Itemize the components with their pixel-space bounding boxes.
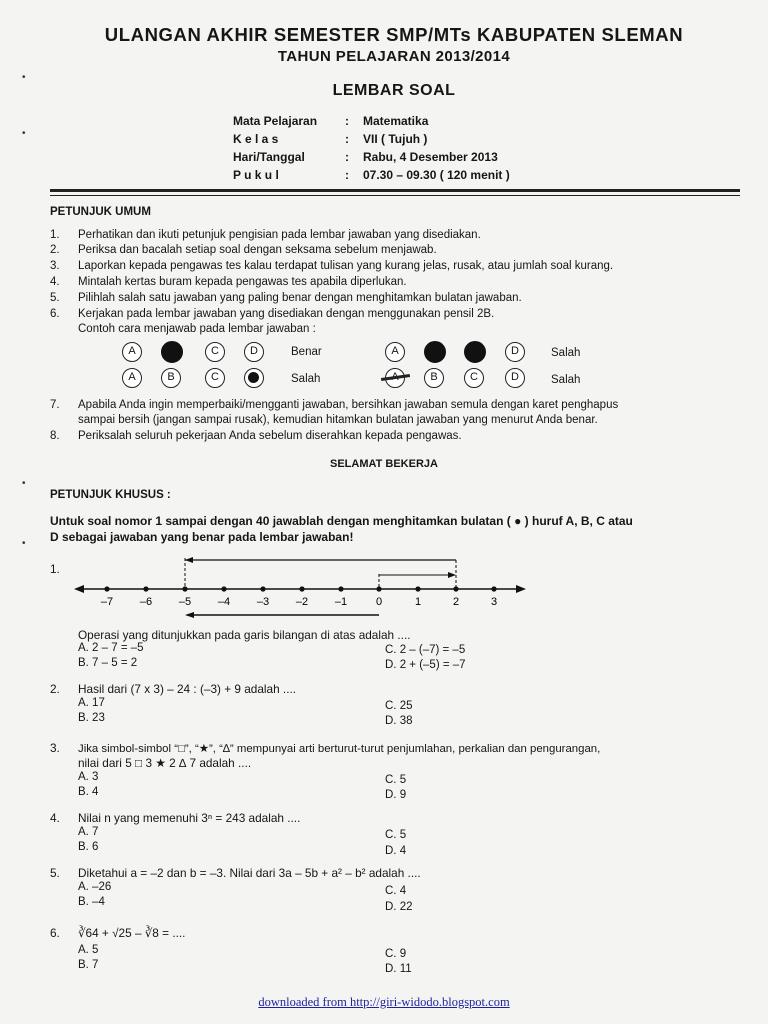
left-arrow-icon [74, 585, 84, 593]
number-line-figure [70, 552, 530, 622]
info-key: P u k u l [233, 168, 279, 182]
question-text: ∛64 + √25 – ∛8 = .... [78, 926, 186, 940]
example-bubble: A [122, 368, 142, 388]
example-bubble: B [161, 368, 181, 388]
option-c: C. 5 [385, 829, 407, 841]
info-row: Hari/Tanggal : Rabu, 4 Desember 2013 [233, 150, 498, 164]
exam-info-table [233, 112, 510, 184]
example-bubble: D [244, 342, 264, 362]
question-text: Diketahui a = –2 dan b = –3. Nilai dari 3a – 5b + a² – b² adalah .... [78, 866, 421, 880]
option-b: B. 6 [78, 841, 99, 853]
option-c: C. 25 [385, 700, 413, 712]
example-bubble: D [505, 368, 525, 388]
example-bubble: A [385, 342, 405, 362]
question-number: 1. [50, 562, 60, 576]
option-a: A. 17 [78, 697, 105, 709]
instruction-item: 3. Laporkan kepada pengawas tes kalau terdapat tulisan yang kurang jelas, rusak, atau jumlah soal kurang. [50, 260, 614, 272]
question-number: 4. [50, 811, 60, 825]
arrowhead-icon [448, 572, 456, 578]
label-benar: Benar [291, 346, 322, 358]
option-c: C. 4 [385, 885, 407, 897]
academic-year: TAHUN PELAJARAN 2013/2014 [277, 48, 511, 65]
exam-title: ULANGAN AKHIR SEMESTER SMP/MTs KABUPATEN SLEMAN [104, 24, 684, 45]
instruction-item-cont: sampai bersih (jangan sampai rusak), kemudian hitamkan bulatan jawaban yang menurut Anda benar. [78, 414, 598, 426]
punch-mark-icon: • [22, 72, 26, 83]
tick-label: –7 [100, 596, 114, 608]
sheet-title: LEMBAR SOAL [332, 82, 456, 99]
question-number: 2. [50, 682, 60, 696]
info-value: VII ( Tujuh ) [363, 132, 428, 146]
closing-greeting: SELAMAT BEKERJA [330, 458, 438, 470]
option-b: B. 23 [78, 712, 105, 724]
special-instruction: D sebagai jawaban yang benar pada lembar jawaban! [50, 530, 354, 544]
example-bubble: C [464, 368, 484, 388]
tick-label: –4 [217, 596, 231, 608]
question-text: Jika simbol-simbol “□”, “★”, “∆” mempunyai arti berturut-turut penjumlahan, perkalian dan pengurangan, [78, 743, 601, 755]
info-key: Mata Pelajaran [233, 114, 318, 128]
instruction-item: 8. Periksalah seluruh pekerjaan Anda sebelum diserahkan kepada pengawas. [50, 430, 462, 442]
option-b: B. 7 [78, 959, 99, 971]
tick-label: –6 [139, 596, 153, 608]
option-c: C. 2 – (–7) = –5 [385, 644, 466, 656]
punch-mark-icon: • [22, 538, 26, 549]
option-b: B. 4 [78, 786, 99, 798]
example-bubble-filled [161, 341, 183, 363]
info-value: 07.30 – 09.30 ( 120 menit ) [363, 168, 510, 182]
option-b: B. 7 – 5 = 2 [78, 657, 138, 669]
example-bubble: A [122, 342, 142, 362]
tick-label: 0 [375, 596, 383, 608]
punch-mark-icon: • [22, 478, 26, 489]
option-d: D. 11 [385, 963, 412, 975]
info-value: Rabu, 4 Desember 2013 [363, 150, 498, 164]
example-bubble: C [205, 368, 225, 388]
header-divider-thin [50, 195, 740, 196]
option-a: A. 3 [78, 771, 99, 783]
option-c: C. 9 [385, 948, 407, 960]
info-key: Hari/Tanggal [233, 150, 305, 164]
question-text: Hasil dari (7 x 3) – 24 : (–3) + 9 adalah .... [78, 682, 297, 696]
example-bubble: D [505, 342, 525, 362]
header-divider-thick [50, 189, 740, 192]
option-a: A. –26 [78, 881, 112, 893]
tick-label: 2 [452, 596, 460, 608]
option-d: D. 4 [385, 845, 407, 857]
option-a: A. 5 [78, 944, 99, 956]
example-bubble-filled [464, 341, 486, 363]
example-bubble: B [424, 368, 444, 388]
source-link[interactable]: downloaded from http://giri-widodo.blogspot.com [258, 995, 510, 1009]
tick-label: –3 [256, 596, 270, 608]
example-bubble: C [205, 342, 225, 362]
question-number: 5. [50, 866, 60, 880]
instruction-item: 5. Pilihlah salah satu jawaban yang paling benar dengan menghitamkan bulatan jawaban. [50, 292, 522, 304]
option-a: A. 7 [78, 826, 99, 838]
option-b: B. –4 [78, 896, 105, 908]
info-key: K e l a s [233, 132, 279, 146]
arrowhead-icon [185, 612, 194, 618]
label-salah: Salah [551, 374, 581, 386]
punch-mark-icon: • [22, 128, 26, 139]
option-c: C. 5 [385, 774, 407, 786]
instruction-item: 1. Perhatikan dan ikuti petunjuk pengisian pada lembar jawaban yang disediakan. [50, 229, 481, 241]
tick-label: 1 [414, 596, 422, 608]
label-salah: Salah [291, 373, 321, 385]
special-instruction: Untuk soal nomor 1 sampai dengan 40 jawablah dengan menghitamkan bulatan ( ● ) huruf A, B, C atau [50, 514, 633, 528]
tick-label: –2 [295, 596, 309, 608]
option-d: D. 9 [385, 789, 407, 801]
option-d: D. 38 [385, 715, 413, 727]
instruction-item: 4. Mintalah kertas buram kepada pengawas tes apabila diperlukan. [50, 276, 407, 288]
instruction-item: 6. Kerjakan pada lembar jawaban yang disediakan dengan menggunakan pensil 2B. [50, 308, 495, 320]
question-text: Operasi yang ditunjukkan pada garis bilangan di atas adalah .... [78, 628, 411, 642]
example-intro: Contoh cara menjawab pada lembar jawaban : [78, 323, 316, 335]
label-salah: Salah [551, 347, 581, 359]
right-arrow-icon [516, 585, 526, 593]
question-text-cont: nilai dari 5 □ 3 ★ 2 ∆ 7 adalah .... [78, 756, 252, 770]
instruction-item: 2. Periksa dan bacalah setiap soal dengan seksama sebelum menjawab. [50, 244, 437, 256]
instruction-item: 7. Apabila Anda ingin memperbaiki/mengganti jawaban, bersihkan jawaban semula dengan karet penghapus [50, 399, 619, 411]
example-bubble-filled [424, 341, 446, 363]
tick-label: –1 [334, 596, 348, 608]
info-row: Mata Pelajaran : Matematika [233, 114, 429, 128]
question-number: 6. [50, 926, 60, 940]
question-text: Nilai n yang memenuhi 3ⁿ = 243 adalah .... [78, 811, 301, 825]
option-a: A. 2 – 7 = –5 [78, 642, 144, 654]
tick-label: –5 [178, 596, 192, 608]
special-instructions-heading: PETUNJUK KHUSUS : [50, 489, 171, 501]
example-bubble-partial [244, 368, 264, 388]
question-number: 3. [50, 741, 60, 755]
info-row: K e l a s : VII ( Tujuh ) [233, 132, 428, 146]
arrowhead-icon [185, 557, 193, 563]
general-instructions-heading: PETUNJUK UMUM [50, 206, 151, 218]
info-row: P u k u l : 07.30 – 09.30 ( 120 menit ) [233, 168, 510, 182]
option-d: D. 22 [385, 901, 413, 913]
option-d: D. 2 + (–5) = –7 [385, 659, 466, 671]
tick-label: 3 [490, 596, 498, 608]
info-value: Matematika [363, 114, 429, 128]
